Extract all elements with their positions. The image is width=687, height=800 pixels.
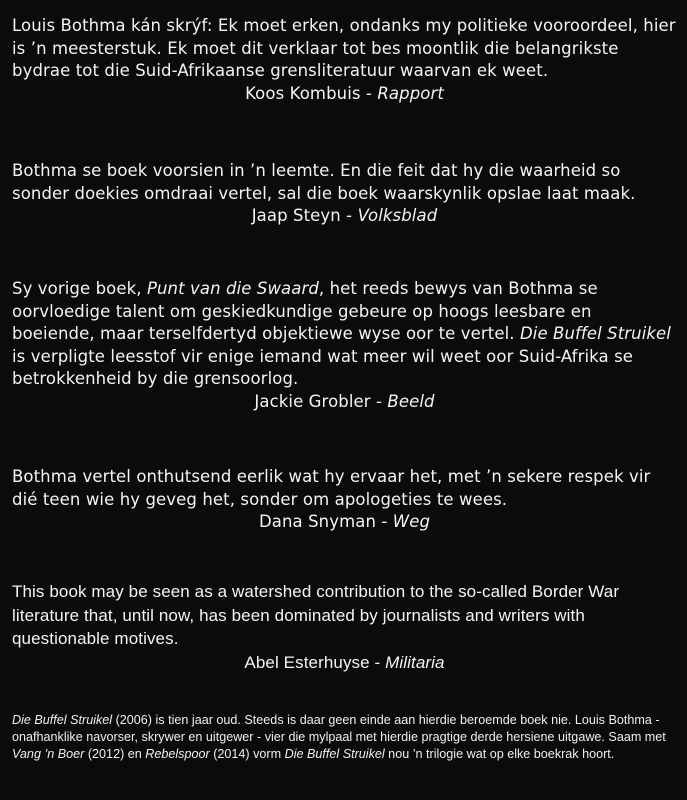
blurb-text: (2006) is tien jaar oud. Steeds is daar geen einde aan hierdie beroemde boek nie. Louis Bothma - onafhanklike navorser, skrywer en uitgewer - vier die mylpaal met hierdie pragtige derde hersiene uitgawe. Saam met — [12, 713, 666, 744]
attribution-separator: - — [340, 206, 358, 225]
review-text-part: , het reeds bewys van Bothma se oorvloedige talent om geskiedkundige gebeure op hoogs leesbare en boeiende, maar terselfdertyd objektiewe wyse oor te vertel. — [12, 279, 598, 343]
review-attribution — [12, 391, 677, 414]
review-text: This book may be seen as a watershed contribution to the so-called Border War literature that, until now, has been dominated by journalists and writers with questionable motives. — [12, 582, 620, 648]
review-attribution — [12, 651, 677, 675]
review-author: Jaap Steyn — [251, 206, 341, 225]
review-quote-3 — [12, 278, 677, 413]
review-text-part: is verpligte leesstof vir enige iemand wat meer wil weet oor Suid-Afrika se betrokkenheid by die grensoorlog. — [12, 346, 634, 388]
attribution-separator: - — [370, 391, 388, 411]
book-blurb — [12, 712, 678, 763]
review-quote-4 — [12, 466, 677, 534]
review-attribution — [12, 83, 677, 106]
book-title: Vang ’n Boer — [12, 747, 85, 761]
review-attribution — [12, 205, 677, 228]
review-text-part: Sy vorige boek, — [12, 279, 147, 298]
review-author: Abel Esterhuyse — [244, 652, 370, 672]
book-title: Punt van die Swaard — [146, 279, 319, 298]
attribution-separator: - — [360, 83, 378, 103]
review-publication: Volksblad — [357, 206, 438, 225]
review-publication: Beeld — [387, 391, 435, 411]
review-author: Koos Kombuis — [245, 83, 361, 103]
blurb-text: (2012) en — [84, 747, 146, 761]
review-attribution — [12, 511, 677, 534]
review-publication: Rapport — [377, 83, 444, 103]
review-text: Bothma se boek voorsien in ’n leemte. En die feit dat hy die waarheid so sonder doekies omdraai vertel, sal die boek waarskynlik opslae laat maak. — [12, 161, 636, 203]
review-quote-5 — [12, 580, 677, 674]
review-publication: Militaria — [385, 652, 445, 672]
attribution-separator: - — [369, 652, 386, 672]
book-title: Die Buffel Struikel — [519, 324, 671, 343]
review-quote-2 — [12, 160, 677, 228]
attribution-separator: - — [376, 512, 393, 531]
review-text: Bothma vertel onthutsend eerlik wat hy ervaar het, met ’n sekere respek vir dié teen wie hy geveg het, sonder om apologeties te wees. — [12, 467, 651, 509]
blurb-text: nou ’n trilogie wat op elke boekrak hoort. — [384, 747, 615, 761]
review-publication: Weg — [392, 512, 431, 531]
review-author: Jackie Grobler — [254, 391, 371, 411]
review-text: Louis Bothma kán skrýf: Ek moet erken, ondanks my politieke vooroordeel, hier is ’n meesterstuk. Ek moet dit verklaar tot bes moontlik die belangrikste bydrae tot die Suid-Afrikaanse grensliteratuur waarvan ek weet. — [12, 16, 676, 80]
blurb-text: (2014) vorm — [209, 747, 285, 761]
review-quote-1 — [12, 15, 677, 105]
review-author: Dana Snyman — [258, 512, 377, 531]
book-title: Die Buffel Struikel — [284, 747, 385, 761]
book-title: Die Buffel Struikel — [12, 713, 113, 727]
book-title: Rebelspoor — [145, 747, 210, 761]
review-text — [12, 278, 677, 391]
